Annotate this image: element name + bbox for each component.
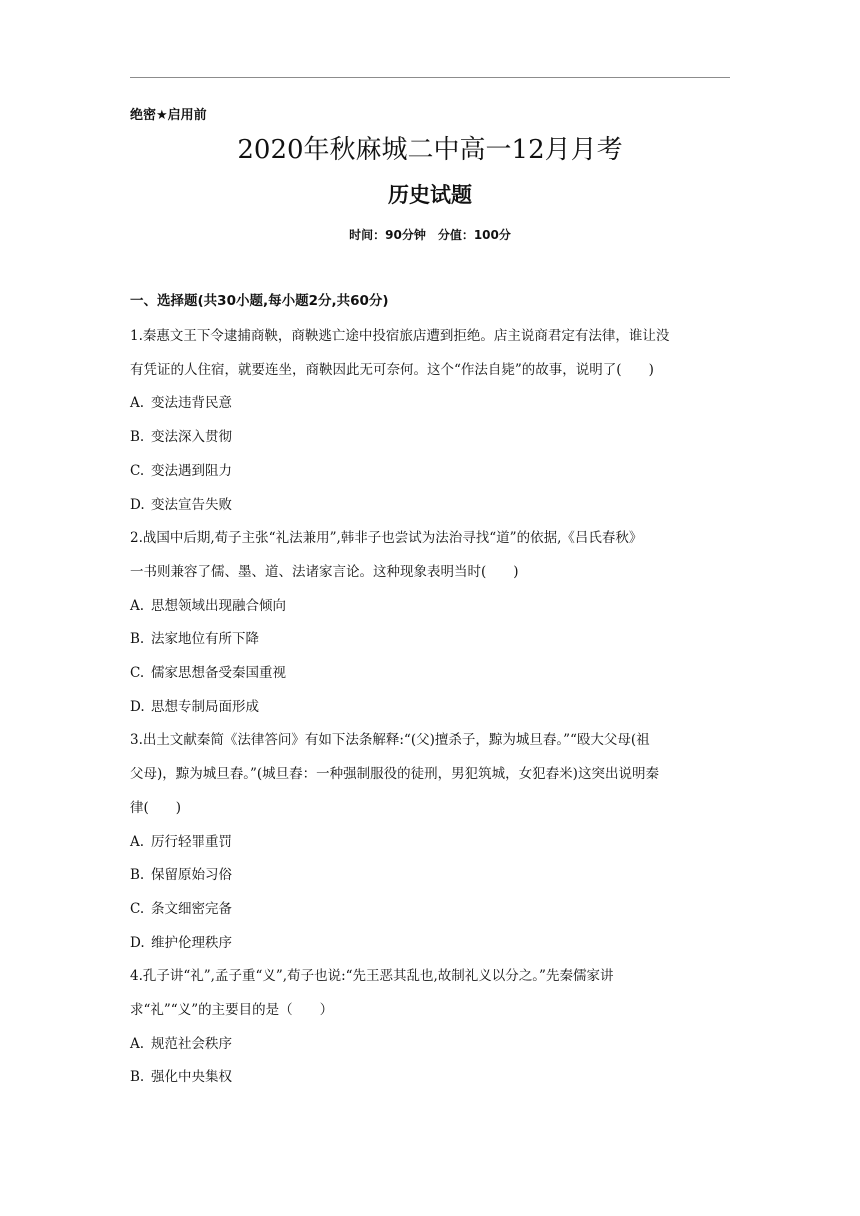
question-stem-line: 有凭证的人住宿，就要连坐，商鞅因此无可奈何。这个“作法自毙”的故事，说明了( ) xyxy=(130,361,654,378)
option-label: A. xyxy=(130,395,145,412)
option-text: 厉行轻罪重罚 xyxy=(151,833,232,850)
exam-title: 2020年秋麻城二中高一12月月考 xyxy=(237,135,623,165)
option-text: 变法违背民意 xyxy=(151,395,232,412)
question-stem-line: 3.出土文献秦简《法律答问》有如下法条解释:“(父)擅杀子，黥为城旦舂。”“殴大父母(祖 xyxy=(130,732,650,749)
question-2 xyxy=(130,522,730,724)
option-label: A. xyxy=(130,597,145,614)
answer-option xyxy=(130,927,730,961)
option-label: B. xyxy=(130,429,145,446)
question-stem-line: 一书则兼容了儒、墨、道、法诸家言论。这种现象表明当时( ) xyxy=(130,563,519,580)
question-4 xyxy=(130,960,730,1095)
answer-option xyxy=(130,489,730,523)
option-text: 强化中央集权 xyxy=(151,1069,232,1086)
option-label: D. xyxy=(130,934,145,951)
secret-label: 绝密★启用前 xyxy=(130,108,207,123)
exam-subtitle: 历史试题 xyxy=(388,182,472,207)
answer-option xyxy=(130,859,730,893)
option-label: D. xyxy=(130,698,145,715)
question-list xyxy=(130,320,730,1095)
option-text: 保留原始习俗 xyxy=(151,867,232,884)
answer-option xyxy=(130,1061,730,1095)
option-text: 规范社会秩序 xyxy=(151,1035,232,1052)
option-text: 维护伦理秩序 xyxy=(151,934,232,951)
option-text: 变法遇到阻力 xyxy=(151,462,232,479)
answer-option xyxy=(130,421,730,455)
question-stem-line: 律( ) xyxy=(130,799,182,816)
option-text: 变法宣告失败 xyxy=(151,496,232,513)
exam-meta: 时间：90分钟 分值：100分 xyxy=(349,228,511,242)
option-label: C. xyxy=(130,665,145,682)
option-label: B. xyxy=(130,867,145,884)
answer-option xyxy=(130,893,730,927)
option-label: A. xyxy=(130,833,145,850)
answer-option xyxy=(130,1028,730,1062)
question-stem-line: 父母)，黥为城旦舂。”(城旦舂：一种强制服役的徒刑，男犯筑城，女犯舂米)这突出说明秦 xyxy=(130,766,659,783)
option-label: C. xyxy=(130,900,145,917)
option-text: 条文细密完备 xyxy=(151,900,232,917)
option-label: A. xyxy=(130,1035,145,1052)
answer-option xyxy=(130,387,730,421)
option-text: 思想专制局面形成 xyxy=(151,698,259,715)
answer-option xyxy=(130,691,730,725)
question-stem-line: 2.战国中后期,荀子主张“礼法兼用”,韩非子也尝试为法治寻找“道”的依据,《吕氏春秋》 xyxy=(130,530,643,547)
option-text: 法家地位有所下降 xyxy=(151,631,259,648)
answer-option xyxy=(130,455,730,489)
question-stem-line: 求“礼”“义”的主要目的是（ ） xyxy=(130,1002,334,1019)
question-1 xyxy=(130,320,730,522)
question-3 xyxy=(130,724,730,960)
question-stem-line: 4.孔子讲“礼”,孟子重“义”,荀子也说:“先王恶其乱也,故制礼义以分之。”先秦儒家讲 xyxy=(130,968,614,985)
header-rule xyxy=(130,77,730,78)
answer-option xyxy=(130,623,730,657)
option-label: B. xyxy=(130,1069,145,1086)
option-label: C. xyxy=(130,462,145,479)
option-text: 变法深入贯彻 xyxy=(151,429,232,446)
answer-option xyxy=(130,826,730,860)
option-text: 儒家思想备受秦国重视 xyxy=(151,665,286,682)
question-stem-line: 1.秦惠文王下令逮捕商鞅，商鞅逃亡途中投宿旅店遭到拒绝。店主说商君定有法律，谁让没 xyxy=(130,328,670,344)
option-text: 思想领域出现融合倾向 xyxy=(151,597,286,614)
answer-option xyxy=(130,657,730,691)
answer-option xyxy=(130,590,730,624)
option-label: B. xyxy=(130,631,145,648)
section-heading: 一、选择题(共30小题,每小题2分,共60分) xyxy=(130,293,389,309)
option-label: D. xyxy=(130,496,145,513)
